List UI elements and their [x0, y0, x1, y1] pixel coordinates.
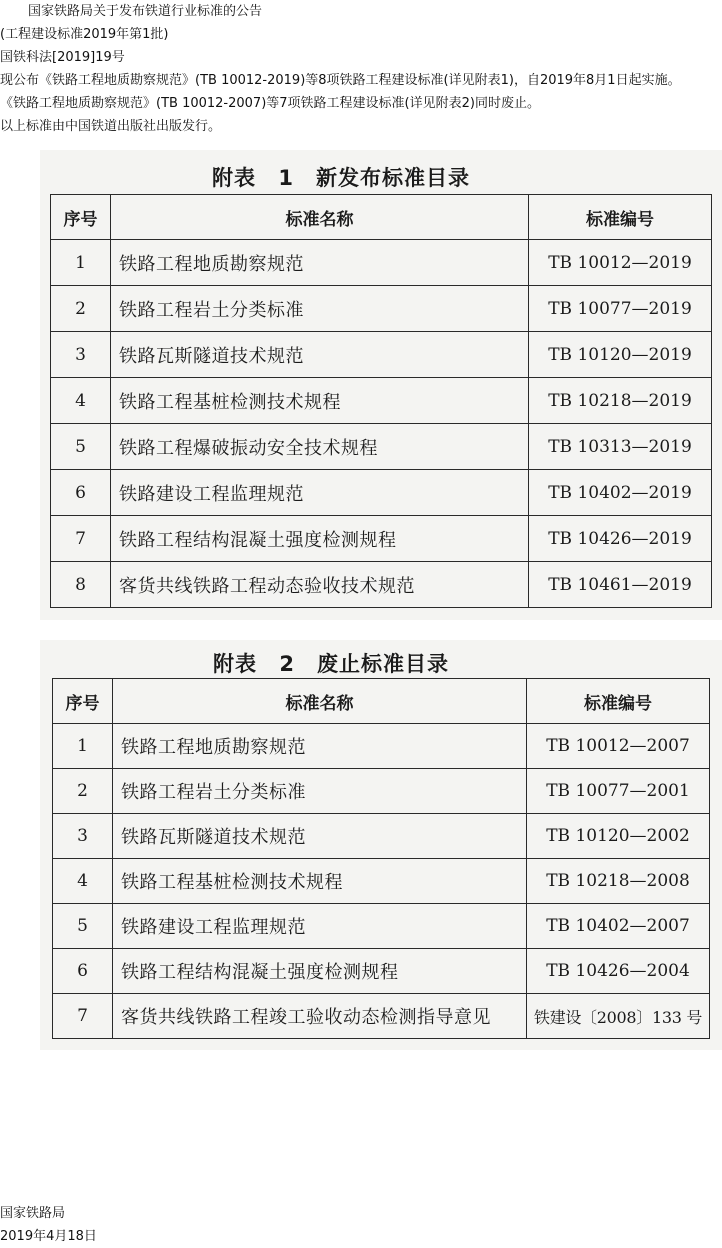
notice-body-line-3: 以上标准由中国铁道出版社出版发行。: [0, 119, 222, 134]
row-seq: 8: [51, 562, 111, 608]
column-header-seq: 序号: [51, 195, 111, 240]
table-row: [53, 904, 710, 949]
row-seq: 7: [51, 516, 111, 562]
table-row: [51, 332, 712, 378]
row-seq: 5: [53, 904, 113, 949]
table-row: [53, 724, 710, 769]
row-seq: 2: [53, 769, 113, 814]
row-standard-code: TB 10218—2019: [529, 378, 712, 424]
table-row: [53, 814, 710, 859]
row-standard-name: 铁路建设工程监理规范: [111, 470, 529, 516]
row-standard-name: 铁路工程基桩检测技术规程: [111, 378, 529, 424]
row-standard-name: 铁路建设工程监理规范: [113, 904, 527, 949]
row-seq: 1: [53, 724, 113, 769]
notice-footer: [0, 1202, 97, 1248]
row-standard-name: 铁路工程基桩检测技术规程: [113, 859, 527, 904]
table-row: [53, 769, 710, 814]
column-header-code: 标准编号: [529, 195, 712, 240]
row-seq: 1: [51, 240, 111, 286]
row-seq: 4: [51, 378, 111, 424]
row-standard-code: TB 10402—2019: [529, 470, 712, 516]
appendix-2-scan: [40, 640, 722, 1050]
notice-header: [0, 0, 722, 138]
notice-body-line-1: 现公布《铁路工程地质勘察规范》(TB 10012-2019)等8项铁路工程建设标准(详见附表1)，自2019年8月1日起实施。: [0, 73, 681, 88]
table-header-row: [51, 195, 712, 240]
notice-body-line-2: 《铁路工程地质勘察规范》(TB 10012-2007)等7项铁路工程建设标准(详见附表2)同时废止。: [0, 96, 540, 111]
table-row: [51, 240, 712, 286]
row-standard-name: 铁路工程爆破振动安全技术规程: [111, 424, 529, 470]
column-header-name: 标准名称: [113, 679, 527, 724]
table-row: [51, 470, 712, 516]
column-header-code: 标准编号: [527, 679, 710, 724]
table-row: [51, 424, 712, 470]
abolished-standards-table: [52, 678, 710, 1039]
row-standard-code: TB 10426—2004: [527, 949, 710, 994]
issuer-name: 国家铁路局: [0, 1206, 66, 1221]
appendix-1-scan: [40, 150, 722, 620]
row-standard-code: TB 10218—2008: [527, 859, 710, 904]
row-standard-code: TB 10012—2007: [527, 724, 710, 769]
row-seq: 4: [53, 859, 113, 904]
row-standard-code: TB 10120—2002: [527, 814, 710, 859]
row-standard-code: 铁建设〔2008〕133 号: [527, 994, 710, 1039]
row-standard-name: 铁路工程岩土分类标准: [111, 286, 529, 332]
row-standard-code: TB 10120—2019: [529, 332, 712, 378]
table-row: [53, 994, 710, 1039]
row-standard-name: 客货共线铁路工程竣工验收动态检测指导意见: [113, 994, 527, 1039]
row-standard-name: 客货共线铁路工程动态验收技术规范: [111, 562, 529, 608]
table-header-row: [53, 679, 710, 724]
row-standard-code: TB 10313—2019: [529, 424, 712, 470]
table-row: [51, 516, 712, 562]
row-seq: 6: [51, 470, 111, 516]
row-seq: 7: [53, 994, 113, 1039]
notice-doc-number: 国铁科法[2019]19号: [0, 50, 125, 65]
row-standard-code: TB 10426—2019: [529, 516, 712, 562]
row-standard-name: 铁路工程结构混凝土强度检测规程: [113, 949, 527, 994]
notice-batch: (工程建设标准2019年第1批): [0, 27, 169, 42]
row-seq: 5: [51, 424, 111, 470]
appendix-2-title: 附表 2 废止标准目录: [213, 652, 449, 676]
row-standard-code: TB 10077—2019: [529, 286, 712, 332]
issue-date: 2019年4月18日: [0, 1229, 97, 1244]
row-standard-name: 铁路工程地质勘察规范: [111, 240, 529, 286]
row-seq: 2: [51, 286, 111, 332]
row-seq: 6: [53, 949, 113, 994]
row-standard-name: 铁路工程结构混凝土强度检测规程: [111, 516, 529, 562]
table-row: [51, 378, 712, 424]
new-standards-table: [50, 194, 712, 608]
table-row: [51, 562, 712, 608]
appendix-1-title: 附表 1 新发布标准目录: [212, 166, 470, 190]
row-standard-name: 铁路瓦斯隧道技术规范: [113, 814, 527, 859]
row-standard-code: TB 10402—2007: [527, 904, 710, 949]
table-row: [51, 286, 712, 332]
row-standard-code: TB 10461—2019: [529, 562, 712, 608]
row-seq: 3: [51, 332, 111, 378]
table-row: [53, 859, 710, 904]
table-row: [53, 949, 710, 994]
row-standard-code: TB 10077—2001: [527, 769, 710, 814]
row-seq: 3: [53, 814, 113, 859]
column-header-name: 标准名称: [111, 195, 529, 240]
row-standard-name: 铁路瓦斯隧道技术规范: [111, 332, 529, 378]
row-standard-name: 铁路工程岩土分类标准: [113, 769, 527, 814]
column-header-seq: 序号: [53, 679, 113, 724]
notice-headline: 国家铁路局关于发布铁道行业标准的公告: [28, 4, 263, 19]
row-standard-name: 铁路工程地质勘察规范: [113, 724, 527, 769]
row-standard-code: TB 10012—2019: [529, 240, 712, 286]
